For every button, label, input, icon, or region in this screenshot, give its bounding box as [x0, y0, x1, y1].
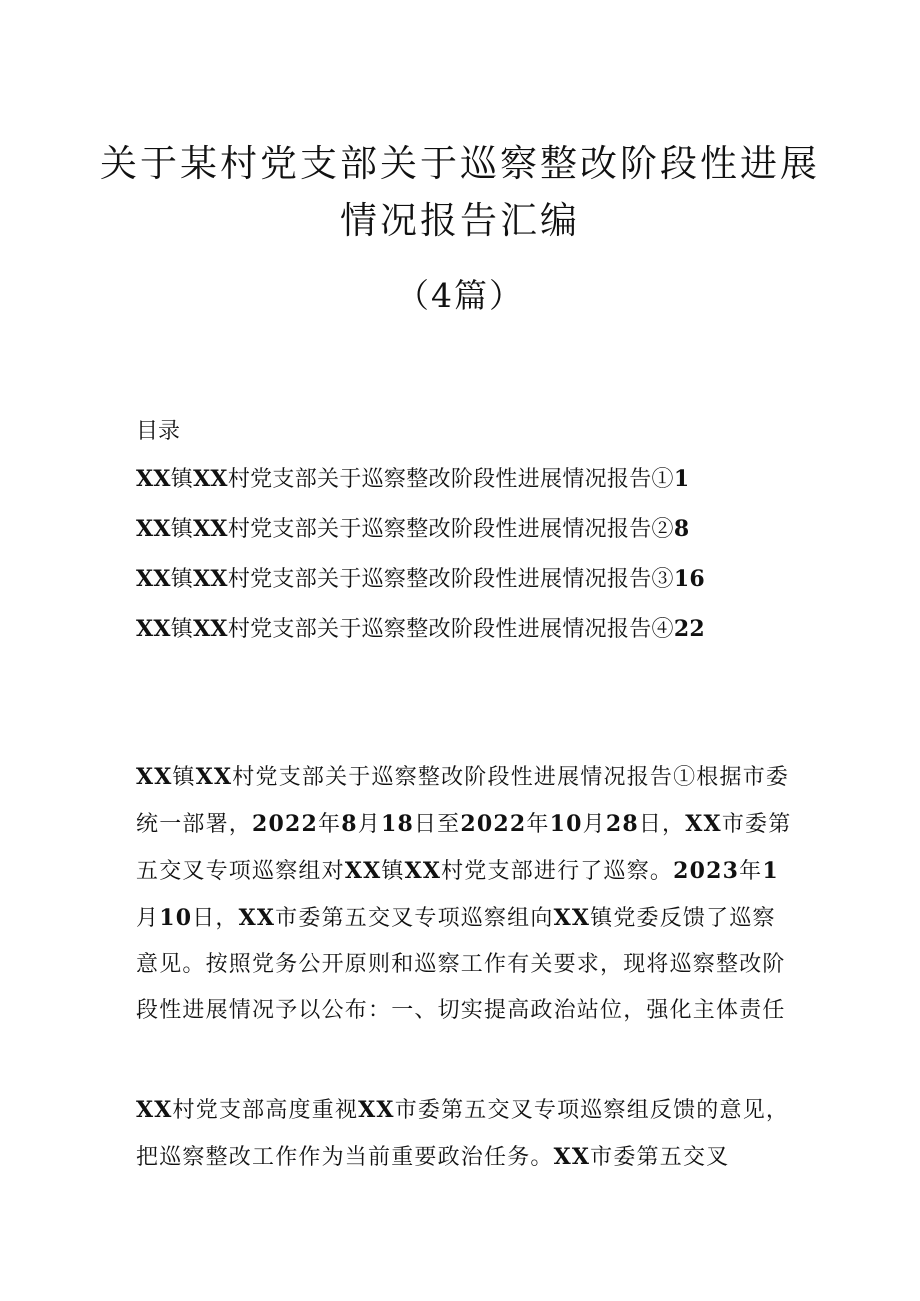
bold-text: 1 [762, 858, 779, 884]
toc-item-village: XX [193, 616, 228, 642]
body-text: 日， [192, 906, 239, 931]
bold-text: XX [136, 764, 173, 790]
toc-item-prefix: XX [136, 566, 171, 592]
bold-text: XX [238, 905, 276, 931]
toc-item[interactable] [136, 461, 705, 511]
toc-item-town: 镇 [170, 467, 194, 492]
body-paragraph-1 [136, 754, 796, 1034]
bold-text: 18 [380, 811, 414, 837]
bold-text: XX [195, 764, 233, 790]
bold-text: 2023 [673, 858, 740, 884]
toc-item[interactable] [136, 561, 705, 611]
toc-item-page: 16 [673, 566, 706, 592]
toc-item-town: 镇 [170, 617, 194, 642]
bold-text: 2022 [252, 811, 319, 837]
body-text: 市委第五交叉专项巡察组反馈的意见，把巡察整改工作作为当前重要政治任务。 [136, 1098, 790, 1170]
toc-item-village: XX [193, 566, 228, 592]
bold-text: 28 [605, 811, 639, 837]
toc-item-text: 村党支部关于巡察整改阶段性进展情况报告③ [227, 567, 674, 592]
bold-text: XX [553, 905, 591, 931]
body-text: 村党支部关于巡察整改阶段性进展情况报告①根据市委统一部署， [136, 765, 790, 837]
toc-item-town: 镇 [170, 567, 194, 592]
toc-item-page: 22 [673, 616, 706, 642]
bold-text: XX [553, 1144, 591, 1170]
body-text: 镇 [381, 859, 405, 884]
body-text: 市委第五交叉专项巡察组对 [136, 812, 792, 884]
body-text: 镇 [172, 765, 196, 790]
body-paragraph-2 [136, 1087, 796, 1181]
toc-item-prefix: XX [136, 466, 171, 492]
body-text: 日， [638, 812, 686, 837]
body-text: 村党支部高度重视 [172, 1098, 359, 1123]
body-text: 日至 [413, 812, 461, 837]
bold-text: XX [136, 1097, 173, 1123]
bold-text: 10 [549, 811, 583, 837]
toc-item-prefix: XX [136, 516, 171, 542]
toc-item[interactable] [136, 611, 705, 661]
body-text: 月 [357, 812, 381, 837]
toc-item-village: XX [193, 516, 228, 542]
body-text: 市委第五交叉 [590, 1145, 730, 1170]
toc-item-text: 村党支部关于巡察整改阶段性进展情况报告④ [227, 617, 674, 642]
bold-text: XX [404, 858, 442, 884]
bold-text: 8 [341, 811, 358, 837]
bold-text: 2022 [460, 811, 527, 837]
body-text: 月 [136, 906, 160, 931]
bold-text: XX [685, 811, 722, 837]
toc-heading: 目录 [136, 419, 181, 444]
bold-text: XX [358, 1097, 395, 1123]
body-text: 年 [318, 812, 342, 837]
toc-item-page: 8 [673, 516, 690, 542]
body-text: 年 [526, 812, 550, 837]
document-title-line1: 关于某村党支部关于巡察整改阶段性进展 [100, 142, 820, 185]
document-title-line2: 情况报告汇编 [340, 199, 580, 242]
body-text: 月 [582, 812, 606, 837]
document-count: （4篇） [396, 276, 524, 315]
body-text: 年 [739, 859, 763, 884]
toc-item[interactable] [136, 511, 705, 561]
toc-item-town: 镇 [170, 517, 194, 542]
toc-item-prefix: XX [136, 616, 171, 642]
body-text: 村党支部进行了巡察。 [441, 859, 674, 884]
table-of-contents [136, 461, 705, 661]
body-text: 镇党委反馈了巡察意见。按照党务公开原则和巡察工作有关要求，现将巡察整改阶段性进展情况予以公布：一、切实提高政治站位，强化主体责任 [136, 906, 786, 1023]
body-text: 市委第五交叉专项巡察组向 [275, 906, 554, 931]
bold-text: 10 [159, 905, 193, 931]
bold-text: XX [344, 858, 382, 884]
toc-item-village: XX [193, 466, 228, 492]
toc-item-page: 1 [673, 466, 690, 492]
toc-item-text: 村党支部关于巡察整改阶段性进展情况报告① [227, 467, 674, 492]
toc-item-text: 村党支部关于巡察整改阶段性进展情况报告② [227, 517, 674, 542]
